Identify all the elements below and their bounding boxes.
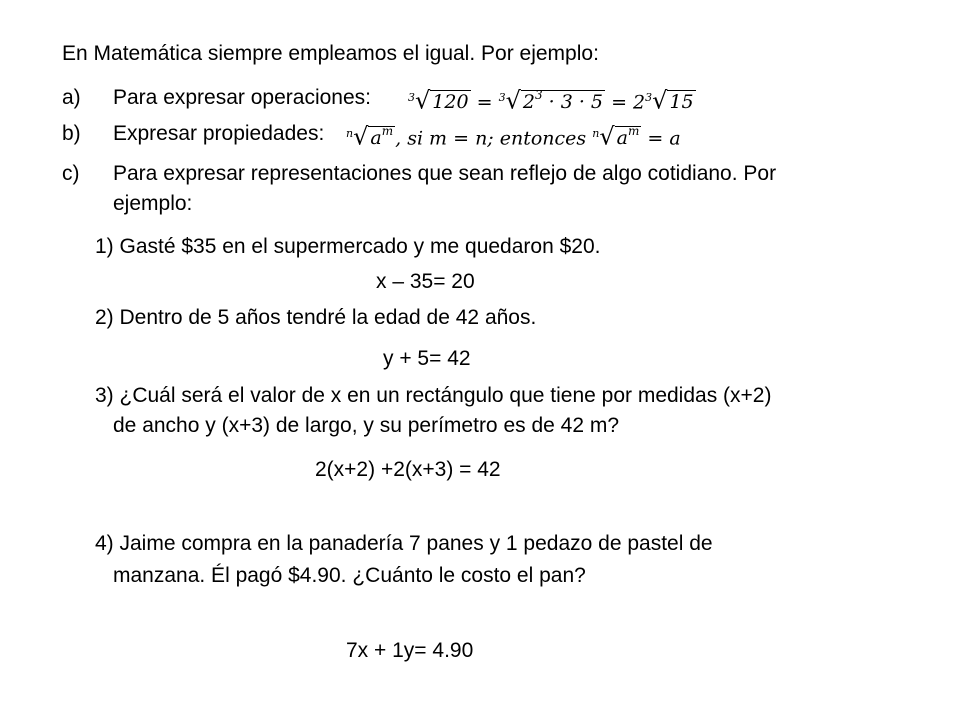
formula-a-index-3: 3 [645,91,653,104]
item-a-label: a) [62,86,81,109]
radical-sign-icon: √ [652,86,668,115]
formula-b [346,120,681,154]
formula-b-base-1: a [370,127,382,150]
formula-a-radicand-2-exp: 3 [534,88,543,103]
formula-b-result: = a [647,127,681,150]
formula-a-index-1: 3 [408,91,415,104]
example-4-equation: 7x + 1y= 4.90 [346,639,474,662]
radical-sign-icon: √ [353,122,369,151]
example-3-text-line1: 3) ¿Cuál será el valor de x en un rectángulo que tiene por medidas (x+2) [95,384,772,407]
example-1-text: 1) Gasté $35 en el supermercado y me quedaron $20. [95,235,601,258]
formula-a-coef: 2 [633,91,646,114]
formula-a-radicand-3: 15 [669,91,694,114]
item-b-text: Expresar propiedades: [113,122,325,145]
example-4-text-line2: manzana. Él pagó $4.90. ¿Cuánto le costo el pan? [113,564,586,587]
formula-a [408,84,696,118]
example-4-text-line1: 4) Jaime compra en la panadería 7 panes y 1 pedazo de pastel de [95,532,713,555]
formula-b-middle: , si m = n; entonces [395,127,593,150]
formula-b-exp-1: m [381,124,394,139]
formula-a-radicand-2-rest: · 3 · 5 [542,91,604,114]
formula-a-index-2: 3 [498,91,506,104]
item-b-label: b) [62,122,81,145]
formula-a-radicand-2-base: 2 [522,91,535,114]
item-c-label: c) [62,162,80,185]
intro-text: En Matemática siempre empleamos el igual. Por ejemplo: [62,42,599,65]
formula-a-radicand-1: 120 [432,91,469,114]
radical-sign-icon: √ [415,86,431,115]
example-2-text: 2) Dentro de 5 años tendré la edad de 42 años. [95,306,537,329]
formula-b-exp-2: m [627,124,640,139]
formula-a-eq-2: = [611,91,627,114]
radical-sign-icon: √ [505,86,521,115]
example-2-equation: y + 5= 42 [383,347,471,370]
example-3-text-line2: de ancho y (x+3) de largo, y su perímetro es de 42 m? [113,414,620,437]
formula-b-index-1: n [346,127,354,140]
radical-sign-icon: √ [599,122,615,151]
formula-a-eq-1: = [476,91,493,114]
item-c-text-line1: Para expresar representaciones que sean reflejo de algo cotidiano. Por [113,162,777,185]
example-1-equation: x – 35= 20 [376,270,475,293]
example-3-equation: 2(x+2) +2(x+3) = 42 [315,458,501,481]
formula-b-base-2: a [616,127,628,150]
item-a-text: Para expresar operaciones: [113,86,371,109]
item-c-text-line2: ejemplo: [113,192,193,215]
formula-b-index-2: n [592,127,600,140]
